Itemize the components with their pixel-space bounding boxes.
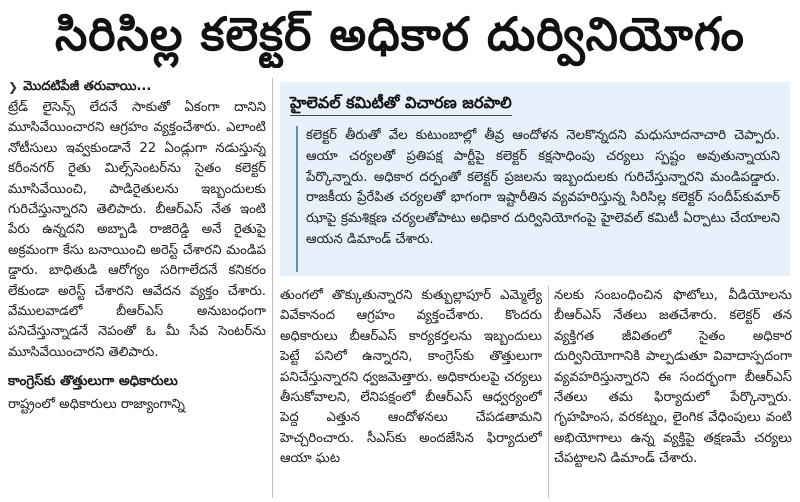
column-divider-2 <box>548 286 549 498</box>
highlight-box-title: హైలెవల్ కమిటీతో విచారణ జరపాలి <box>290 92 512 116</box>
column1-paragraph: ట్రేడ్ లైసెన్స్ లేదనే సాకుతో ఏకంగా దానిని మూసివేయించారని ఆగ్రహం వ్యక్తంచేశారు. ఎలాంటి నోటీసులు ఇవ్వకుండానే 22 ఏండ్లుగా నడుస్తున్న కరీంనగర్ రైతు మిల్స్‌సెంటర్‌ను సైతం కలెక్టర్ మూసివేయించి, పాడిరైతులను ఇబ్బందులకు గురిచేస్తున్నారని తెలిపారు. బీఆర్‌ఎస్ నేత ఇంటి పేరు ఉన్నదని అబ్బాడి రాజిరెడ్డి అనే రైతుపై అక్రమంగా కేసు బనాయించి అరెస్ట్ చేశారని మండిప డ్డారు. బాధితుడి ఆరోగ్యం సరిగాలేదనే కనికరం లేకుండా అరెస్ట్ చేశారని ఆవేదన వ్యక్తం చేశారు. వేములవాడలో బీఆర్‌ఎస్ అనుబంధంగా పనిచేస్తున్నాడనే నెపంతో ఓ మీ సేవ సెంటర్‌ను మూసివేయించారని తెలిపారు. <box>8 100 266 360</box>
article-column-2 <box>280 286 542 498</box>
highlight-box-text: కలెక్టర్ తీరుతో వేల కుటుంబాల్లో తీవ్ర ఆందోళన నెలకొన్నదని మధుసూదనాచారి చెప్పారు. ఆయా చర్యలతో ప్రతిపక్ష పార్టీపై కలెక్టర్ కక్షసాధింపు చర్యలు స్పష్టం అవుతున్నాయని పేర్కొన్నారు. అధికార దర్పంతో కలెక్టర్ ప్రజలను ఇబ్బందులకు గురిచేస్తున్నారని మండిపడ్డారు. రాజకీయ ప్రేరేపిత చర్యలతో భాగంగా ఇష్టారీతిన వ్యవహరిస్తున్న సిరిసిల్ల కలెక్టర్ సందీప్‌కుమార్ ఝాపై క్రమశిక్షణ చర్యలతోపాటు అధికార దుర్వినియోగంపై హైలెవల్ కమిటీ ఏర్పాటు చేయాలని ఆయన డిమాండ్ చేశారు. <box>296 126 780 272</box>
column1-subhead: కాంగ్రెస్‌కు తొత్తులుగా అధికారులు <box>8 373 178 390</box>
column-divider <box>272 78 273 498</box>
headline: సిరిసిల్ల కలెక్టర్ అధికార దుర్వినియోగం <box>55 7 745 61</box>
continued-label <box>8 78 266 96</box>
column3-text: నలకు సంబంధించిన ఫొటోలు, వీడియోలను బీఆర్‌ఎస్ నేతలు జతచేశారు. కలెక్టర్ తన వ్యక్తిగత జీవితంలో సైతం అధికార దుర్వినియోగానికి పాల్పడుతూ వివాదాస్పదంగా వ్యవహరిస్తున్నారని ఈ సందర్భంగా బీఆర్‌ఎస్ నేతలు తమ ఫిర్యాదులో పేర్కొన్నారు. గృహహింస, వరకట్నం, లైంగిక వేధింపులు వంటి అభియోగాలు ఉన్న వ్యక్తిపై తక్షణమే చర్యలు చేపట్టాలని డిమాండ్ చేశారు. <box>554 288 792 467</box>
article-column-1 <box>8 78 266 498</box>
chevron-right-icon: ❯ <box>8 80 19 94</box>
continued-text: మొదటిపేజీ తరువాయి... <box>23 79 152 94</box>
column1-after-subhead: రాష్ట్రంలో అధికారులు రాజ్యాంగాన్ని <box>8 397 185 413</box>
column2-text: తుంగలో తొక్కుతున్నారని కుత్బుల్లాపూర్ ఎమ్మెల్యే వివేకానంద ఆగ్రహం వ్యక్తంచేశారు. కొందరు అధికారులు బీఆర్‌ఎస్ కార్యకర్తలను ఇబ్బందులు పెట్టే పనిలో ఉన్నారని, కాంగ్రెస్‌కు తొత్తులుగా పనిచేస్తున్నారని ధ్వజమెత్తారు. అధికారులపై చర్యలు తీసుకోవాలని, లేనిపక్షంలో బీఆర్‌ఎస్ ఆధ్వర్యంలో పెద్ద ఎత్తున ఆందోళనలు చేపడతామని హెచ్చరించారు. సీఎస్‌కు అందజేసిన ఫిర్యాదులో ఆయా ఘట <box>280 288 542 467</box>
article-column-3 <box>554 286 792 498</box>
